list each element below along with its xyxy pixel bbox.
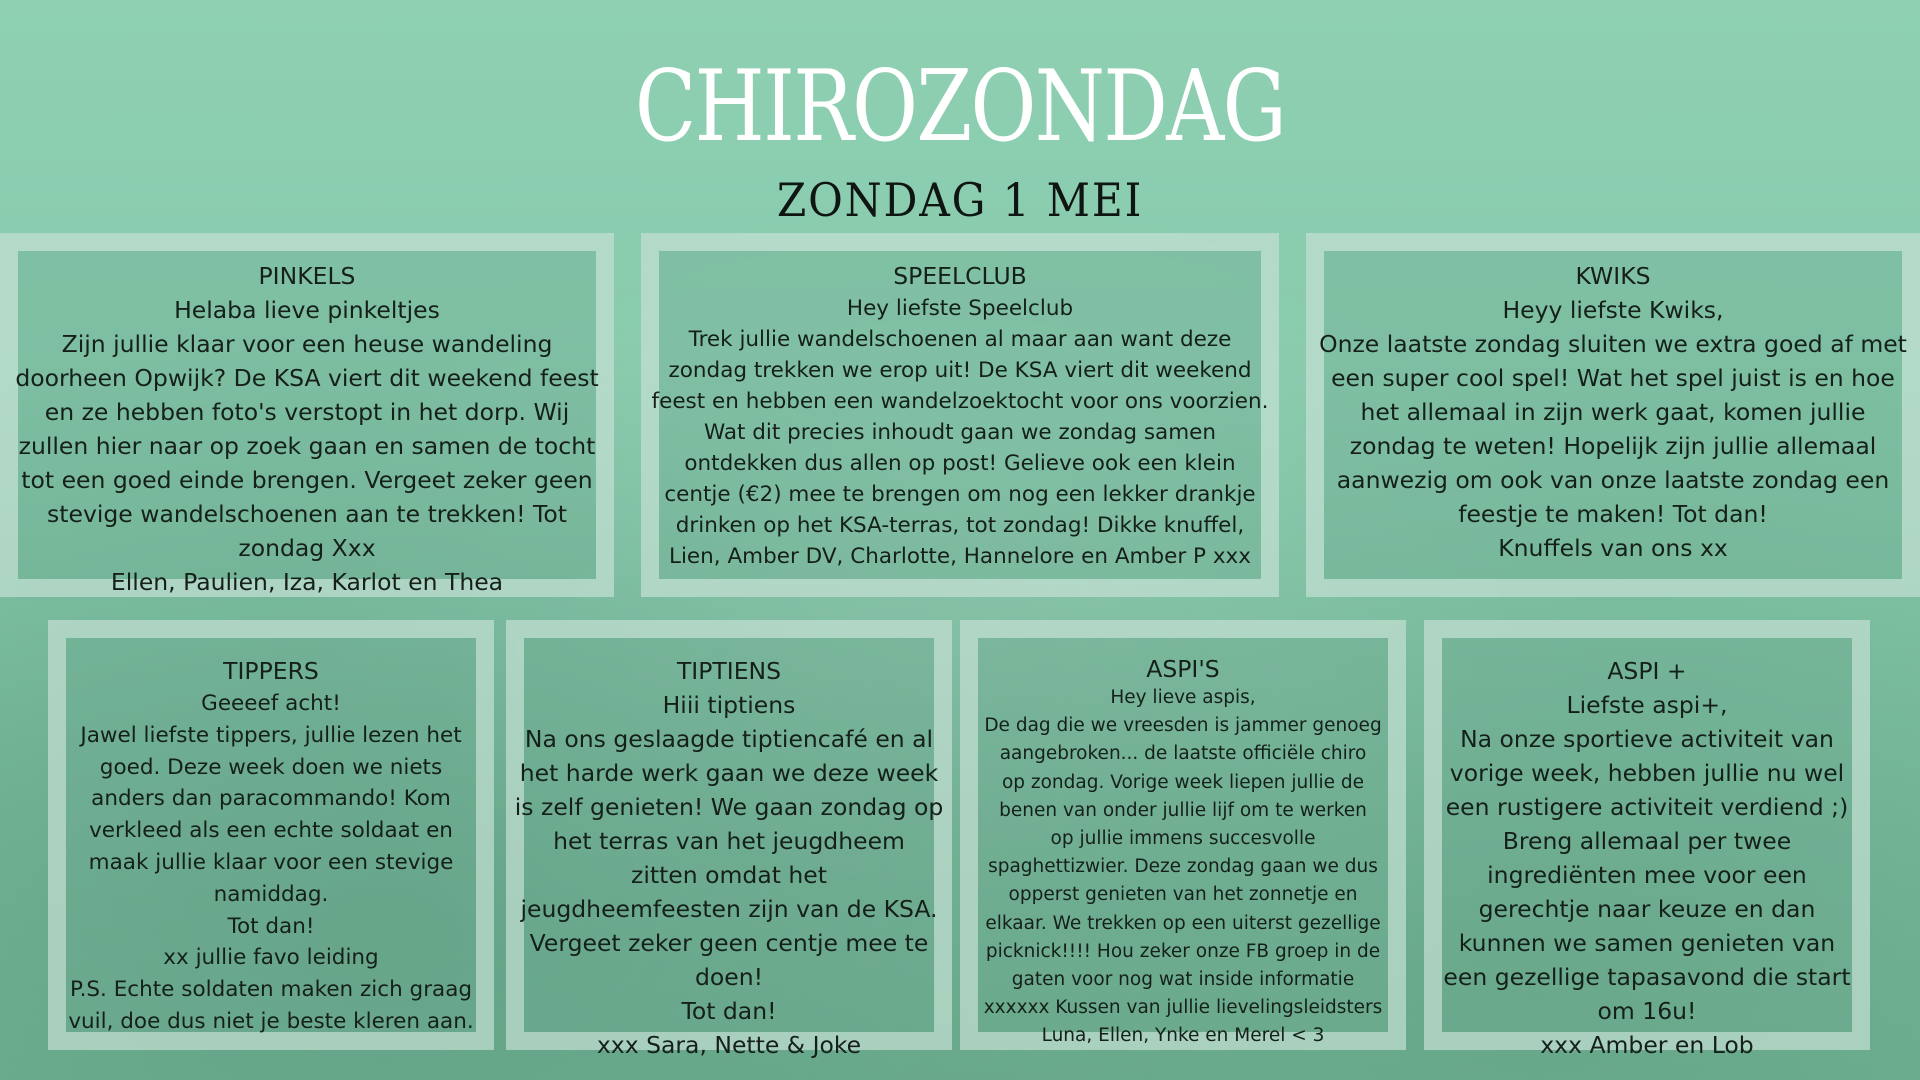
card-line: om 16u! [1597,997,1697,1025]
card-signature: xx jullie favo leiding [163,945,379,971]
card-heading: SPEELCLUB [893,262,1027,290]
card-tippers [48,620,494,1050]
card-line: Zijn jullie klaar voor een heuse wandeling [61,330,553,358]
card-line: aangebroken... de laatste officiële chiro [999,743,1367,765]
card-line: Hey liefste Speelclub [846,296,1074,321]
card-line: verkleed als een echte soldaat en [89,818,453,844]
card-line: Hey lieve aspis, [1110,687,1256,708]
card-signature: Lien, Amber DV, Charlotte, Hannelore en Amber P xxx [668,544,1251,569]
card-line: centje (€2) mee te brengen om nog een lekker drankje [664,482,1256,507]
card-line: Hiii tiptiens [662,691,796,719]
card-line: jeugdheemfeesten zijn van de KSA. [520,895,938,923]
card-line: Heyy liefste Kwiks, [1502,296,1724,324]
card-kwiks [1306,233,1920,597]
card-line: doorheen Opwijk? De KSA viert dit weekend feest [15,364,599,392]
card-heading: KWIKS [1575,262,1651,290]
card-line: P.S. Echte soldaten maken zich graag [69,977,473,1003]
card-line: gaten voor nog wat inside informatie [1011,969,1355,991]
card-line: gerechtje naar keuze en dan [1478,895,1816,923]
card-heading: TIPPERS [223,657,319,685]
card-line: vorige week, hebben jullie nu wel [1449,759,1845,787]
card-line: zondag Xxx [238,534,376,562]
card-signature: Knuffels van ons xx [1498,534,1728,562]
card-line: Breng allemaal per twee [1502,827,1792,855]
card-line: is zelf genieten! We gaan zondag op [514,793,944,821]
card-signature: xxx Sara, Nette & Joke [596,1031,862,1059]
card-line: De dag die we vreesden is jammer genoeg [984,715,1382,737]
card-line: tot een goed einde brengen. Vergeet zeker geen [21,466,593,494]
card-line: ingrediënten mee voor een [1487,861,1807,889]
card-signature: xxx Amber en Lob [1540,1031,1754,1059]
card-line: Na onze sportieve activiteit van [1460,725,1834,753]
card-line: xxxxxx Kussen van jullie lievelingsleidsters [983,997,1383,1019]
card-line: Liefste aspi+, [1566,691,1728,719]
card-line: ontdekken dus allen op post! Gelieve ook een klein [684,451,1236,476]
card-line: Onze laatste zondag sluiten we extra goed af met [1319,330,1907,358]
card-heading: PINKELS [258,262,356,290]
card-speelclub [641,233,1279,597]
card-line: anders dan paracommando! Kom [91,786,451,812]
card-line: drinken op het KSA-terras, tot zondag! Dikke knuffel, [675,513,1245,538]
page-subtitle: ZONDAG 1 MEI [776,173,1144,227]
card-pinkels [0,233,614,597]
card-line: doen! [694,963,764,991]
card-line: een gezellige tapasavond die start [1443,963,1851,991]
card-line: feestje te maken! Tot dan! [1458,500,1768,528]
card-signature: Luna, Ellen, Ynke en Merel < 3 [1041,1025,1325,1047]
card-line: maak jullie klaar voor een stevige [88,849,454,875]
card-line: Tot dan! [227,913,315,939]
card-line: op jullie immens succesvolle [1050,828,1316,850]
card-line: zitten omdat het [631,861,827,889]
card-line: zondag trekken we erop uit! De KSA viert dit weekend [668,358,1252,383]
card-line: spaghettizwier. Deze zondag gaan we dus [988,856,1378,878]
card-heading: TIPTIENS [676,657,782,685]
card-line: feest en hebben een wandelzoektocht voor ons voorzien. [651,389,1269,414]
card-signature: Ellen, Paulien, Iza, Karlot en Thea [110,568,504,596]
card-line: namiddag. [213,881,329,907]
card-line: aanwezig om ook van onze laatste zondag een [1336,466,1890,494]
card-line: goed. Deze week doen we niets [99,754,443,780]
card-line: een super cool spel! Wat het spel juist is en hoe [1331,364,1895,392]
card-line: het terras van het jeugdheem [553,827,905,855]
card-line: Jawel liefste tippers, jullie lezen het [80,722,462,748]
card-line: Na ons geslaagde tiptiencafé en al [524,725,934,753]
card-line: benen van onder jullie lijf om te werken [999,799,1367,821]
card-line: Wat dit precies inhoudt gaan we zondag samen [703,420,1217,445]
card-line: zullen hier naar op zoek gaan en samen de tocht [18,432,596,460]
card-line: stevige wandelschoenen aan te trekken! Tot [47,500,567,528]
card-line: en ze hebben foto's verstopt in het dorp. Wij [44,398,570,426]
card-line: Geeeef acht! [201,691,341,716]
card-line: een rustigere activiteit verdiend ;) [1445,793,1849,821]
card-line: vuil, doe dus niet je beste kleren aan. [68,1008,474,1034]
card-heading: ASPI + [1607,657,1687,685]
card-line: Vergeet zeker geen centje mee te [529,929,929,957]
card-aspi-plus [1424,620,1870,1059]
card-line: elkaar. We trekken op een uiterst gezellige [985,912,1381,934]
card-heading: ASPI'S [1146,655,1220,683]
card-line: het harde werk gaan we deze week [519,759,939,787]
card-line: het allemaal in zijn werk gaat, komen jullie [1360,398,1866,426]
card-line: opperst genieten van het zonnetje en [1008,884,1358,906]
card-aspis [960,620,1406,1050]
card-line: Trek jullie wandelschoenen al maar aan want deze [688,327,1232,352]
page-title: CHIROZONDAG [634,50,1286,164]
card-line: picknick!!!! Hou zeker onze FB groep in de [985,940,1381,962]
card-line: Tot dan! [681,997,777,1025]
card-line: Helaba lieve pinkeltjes [174,296,440,324]
card-line: kunnen we samen genieten van [1458,929,1836,957]
card-line: op zondag. Vorige week liepen jullie de [1001,771,1365,793]
card-line: zondag te weten! Hopelijk zijn jullie allemaal [1349,432,1877,460]
card-tiptiens [506,620,952,1059]
